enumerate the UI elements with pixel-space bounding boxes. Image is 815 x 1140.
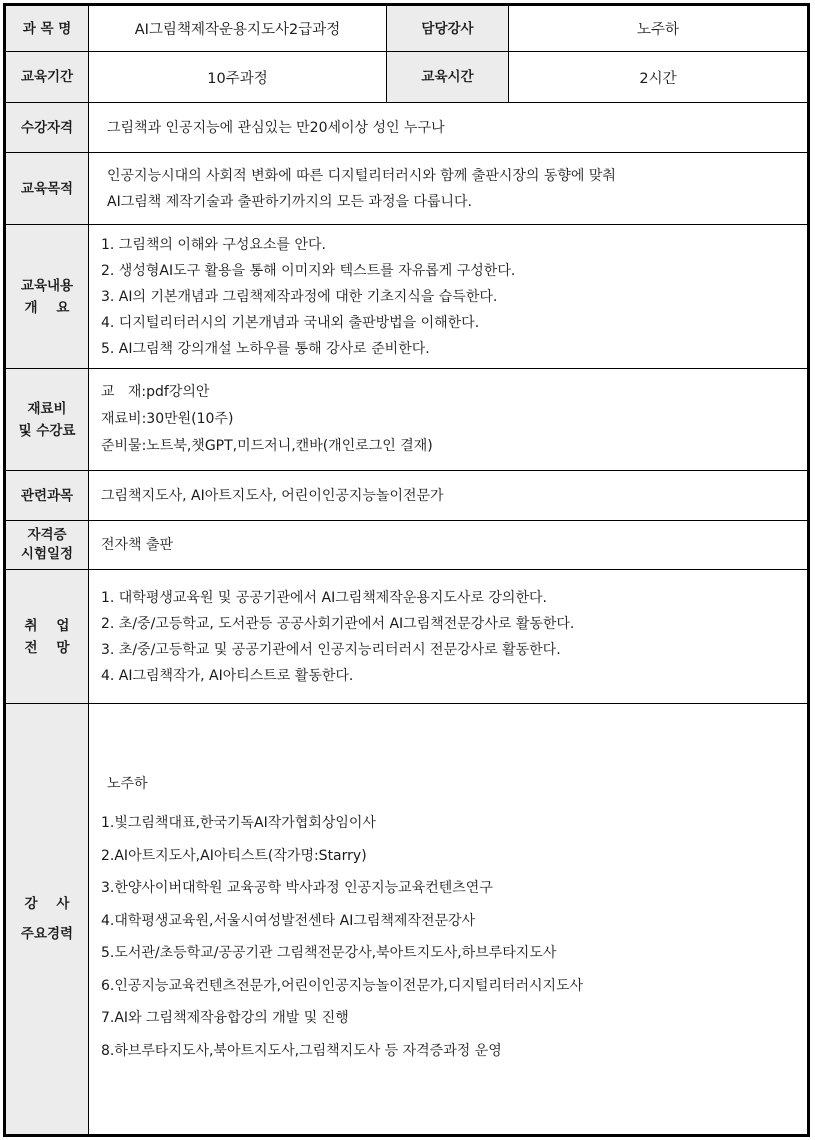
row-fees xyxy=(6,369,808,471)
fees-item: 교 재:pdf강의안 xyxy=(101,384,210,400)
career-item: 2.AI아트지도사,AI아티스트(작가명:Starry) xyxy=(101,847,367,864)
career-item: 6.인공지능교육컨텐츠전문가,어린이인공지능놀이전문가,디지털리터러시지도사 xyxy=(101,977,584,994)
course-hours: 2시간 xyxy=(509,52,808,103)
label-instructor: 담당강사 xyxy=(387,6,509,52)
label-career-line1: 강 사 xyxy=(24,896,70,912)
course-info-sheet xyxy=(3,3,810,1137)
purpose-line: AI그림책 제작기술과 출판하기까지의 모든 과정을 다룹니다. xyxy=(107,193,472,210)
career-item: 1.빛그림책대표,한국기독AI작가협회상임이사 xyxy=(101,815,376,831)
fees-item: 재료비:30만원(10주) xyxy=(101,411,234,427)
career-item: 3.한양사이버대학원 교육공학 박사과정 인공지능교육컨텐츠연구 xyxy=(101,880,493,896)
certificate-text: 전자책 출판 xyxy=(89,521,808,570)
career-item: 4.대학평생교육원,서울시여성발전센타 AI그림책제작전문강사 xyxy=(101,912,476,929)
row-employment xyxy=(6,570,808,704)
overview-item: 3. AI의 기본개념과 그림책제작과정에 대한 기초지식을 습득한다. xyxy=(101,288,498,305)
career-list xyxy=(89,704,808,1135)
course-period: 10주과정 xyxy=(89,52,387,103)
employment-item: 2. 초/중/고등학교, 도서관등 공공사회기관에서 AI그림책전문강사로 활동한다. xyxy=(101,615,575,632)
row-career xyxy=(6,704,808,1135)
career-instructor-name: 노주하 xyxy=(107,776,148,792)
overview-item: 5. AI그림책 강의개설 노하우를 통해 강사로 준비한다. xyxy=(101,340,430,357)
label-career-line2: 주요경력 xyxy=(20,926,74,942)
label-overview-line1: 교육내용 xyxy=(20,277,74,294)
label-related: 관련과목 xyxy=(6,471,89,521)
label-employment-line1: 취 업 xyxy=(24,617,70,634)
career-item: 5.도서관/초등학교/공공기관 그림책전문강사,북아트지도사,하브루타지도사 xyxy=(101,945,557,961)
label-fees-line1: 재료비 xyxy=(27,400,67,417)
label-fees xyxy=(6,369,89,471)
row-overview xyxy=(6,225,808,369)
employment-item: 3. 초/중/고등학교 및 공공기관에서 인공지능리터러시 전문강사로 활동한다. xyxy=(101,641,561,658)
career-item: 7.AI와 그림책제작융합강의 개발 및 진행 xyxy=(101,1010,349,1026)
row-purpose xyxy=(6,153,808,225)
course-name: AI그림책제작운용지도사2급과정 xyxy=(89,6,387,52)
overview-item: 2. 생성형AI도구 활용을 통해 이미지와 텍스트를 자유롭게 구성한다. xyxy=(101,262,516,279)
label-eligibility: 수강자격 xyxy=(6,103,89,153)
label-overview-line2: 개 요 xyxy=(24,299,70,316)
purpose-text xyxy=(89,153,808,225)
label-period: 교육기간 xyxy=(6,52,89,103)
fees-list xyxy=(89,369,808,471)
row-period xyxy=(6,52,808,103)
eligibility-text: 그림책과 인공지능에 관심있는 만20세이상 성인 누구나 xyxy=(89,103,808,153)
fees-item: 준비물:노트북,챗GPT,미드저니,캔바(개인로그인 결재) xyxy=(101,438,433,454)
label-certificate-line1: 자격증 xyxy=(27,527,67,543)
row-certificate xyxy=(6,521,808,570)
row-course-name xyxy=(6,6,808,52)
label-employment xyxy=(6,570,89,704)
label-course-name: 과 목 명 xyxy=(6,6,89,52)
overview-item: 1. 그림책의 이해와 구성요소를 안다. xyxy=(101,236,326,253)
label-hours: 교육시간 xyxy=(387,52,509,103)
label-purpose: 교육목적 xyxy=(6,153,89,225)
career-item: 8.하브루타지도사,북아트지도사,그림책지도사 등 자격증과정 운영 xyxy=(101,1042,502,1059)
related-text: 그림책지도사, AI아트지도사, 어린이인공지능놀이전문가 xyxy=(89,471,808,521)
overview-list xyxy=(89,225,808,369)
label-employment-line2: 전 망 xyxy=(24,639,70,656)
label-certificate xyxy=(6,521,89,570)
purpose-line: 인공지능시대의 사회적 변화에 따른 디지털리터러시와 함께 출판시장의 동향에 맞춰 xyxy=(107,167,616,184)
employment-item: 4. AI그림책작가, AI아티스트로 활동한다. xyxy=(101,667,354,684)
employment-item: 1. 대학평생교육원 및 공공기관에서 AI그림책제작운용지도사로 강의한다. xyxy=(101,589,547,606)
label-career xyxy=(6,704,89,1135)
row-eligibility xyxy=(6,103,808,153)
row-related xyxy=(6,471,808,521)
label-fees-line2: 및 수강료 xyxy=(18,422,76,439)
label-overview xyxy=(6,225,89,369)
overview-item: 4. 디지털리터러시의 기본개념과 국내외 출판방법을 이해한다. xyxy=(101,314,480,331)
label-certificate-line2: 시험일정 xyxy=(20,546,74,562)
instructor-name: 노주하 xyxy=(509,6,808,52)
employment-list xyxy=(89,570,808,704)
course-info-table xyxy=(5,5,808,1135)
